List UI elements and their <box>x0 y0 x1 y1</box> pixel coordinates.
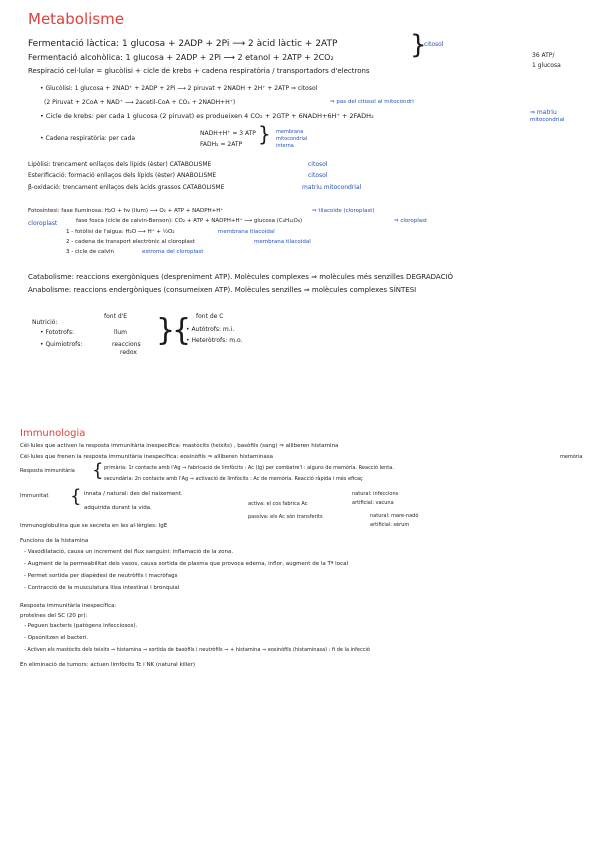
beta-oxidation-location: matriu mitocondrial <box>302 184 362 191</box>
tumor-elimination: En eliminació de tumors: actuen limfòcits Tc i NK (natural killer) <box>20 662 196 668</box>
active-artificial: artificial: vacuna <box>352 500 394 506</box>
chain-brace: } <box>258 122 271 146</box>
matrix-note: ⇒ matriu <box>530 109 557 116</box>
histamine-function-4: - Contracció de la musculatura llisa intestinal i bronquial <box>24 585 180 591</box>
passive-immunity: passiva: els Ac són transferits <box>248 514 323 520</box>
histamine-function-3: - Permet sortida per diapèdesi de neutròfils i macròfags <box>24 573 178 579</box>
histamine-function-2: - Augment de la permeabilitat dels vasos, causa sortida de plasma que provoca edema, inflor, augment de la Tª local <box>24 561 348 567</box>
innate-response-heading: Resposta immunitària inespecífica: <box>20 603 117 609</box>
histamine-function-1: - Vasodilatació, causa un increment del flux sanguini: inflamació de la zona. <box>24 549 234 555</box>
active-immunity: activa: el cos fabrica Ac <box>248 501 308 507</box>
passive-artificial: artificial: sèrum <box>370 522 410 528</box>
memory-note: memòria <box>560 454 583 460</box>
esterification: Esterificació: formació enllaços dels lípids (èster) ANABOLISME <box>28 172 217 179</box>
acquired-immunity: adquirida durant la vida. <box>84 505 152 511</box>
secondary-response: secundària: 2n contacte amb l'Ag ⇒ activació de limfòcits : Ac de memòria. Reacció ràpida i més eficaç <box>104 476 363 482</box>
mitochondria-note: ⇒ pas del citosol al mitocondri <box>330 99 414 105</box>
chemotrophs-source-2: redox <box>120 349 137 356</box>
glucose-note: 1 glucosa <box>532 62 561 69</box>
anabolism: Anabolisme: reaccions endergòniques (consumeixen ATP). Molècules senzilles ⇒ molècules complexes SÍNTESI <box>28 286 417 294</box>
fermentation-brace: } <box>410 30 427 60</box>
atp36-note: 36 ATP/ <box>532 52 555 59</box>
electron-transport: 2 - cadena de transport electrònic al cloroplast <box>66 239 195 245</box>
membrane-note-2: mitocondrial <box>276 136 308 142</box>
water-photolysis: 1 - fotòlisi de l'aigua: H₂O ⟶ H⁺ + ½O₂ <box>66 229 175 235</box>
immunity-brace: { <box>70 486 82 507</box>
response-brace: { <box>92 460 104 481</box>
chemotrophs-source: reaccions <box>112 341 141 348</box>
nutrition-brace-left: } <box>156 313 176 348</box>
alcoholic-fermentation: Fermentació alcohòlica: 1 glucosa + 2ADP + 2Pi ⟶ 2 etanol + 2ATP + 2CO₂ <box>28 53 334 62</box>
primary-response: primària: 1r contacte amb l'Ag ⇒ fabricació de limfòcits : Ac (Ig) per combatre'l : alguns de memòria. Reacció lenta. <box>104 465 394 471</box>
beta-oxidation: β-oxidació: trencament enllaços dels àcids grassos CATABOLISME <box>28 184 225 191</box>
complement-proteins: proteïnes del SC (20 pr): <box>20 613 88 619</box>
inhibiting-cells: Cèl·lules que frenen la resposta immunitària inespecífica: eosinòfils ⇒ alliberen histaminasa <box>20 454 274 460</box>
citosol-note: citosol <box>424 41 444 48</box>
innate-immunity: innata / natural: des del naixement. <box>84 491 183 497</box>
phototrophs: • Fototrofs: <box>40 329 74 336</box>
fadh-atp: FADH₂ = 2ATP <box>200 141 243 148</box>
lipolysis-location: citosol <box>308 161 328 168</box>
heterotrophs: • Heteròtrofs: m.o. <box>186 337 243 344</box>
nadh-atp: NADH+H⁺ = 3 ATP <box>200 130 256 137</box>
glycolysis: • Glucòlisi: 1 glucosa + 2NAD⁺ + 2ADP + 2Pi ⟶ 2 piruvat + 2NADH + 2H⁺ + 2ATP ⇒ citosol <box>40 85 318 92</box>
calvin-cycle: 3 - cicle de calvin <box>66 249 115 255</box>
lipolysis: Lipòlisi: trencament enllaços dels lípids (èster) CATABOLISME <box>28 161 212 168</box>
immune-response-heading: Resposta immunitària <box>20 468 75 474</box>
activating-cells: Cèl·lules que activen la resposta immunitària inespecífica: mastòcits (teixits) , basòfils (sang) ⇒ alliberen histamina <box>20 443 339 449</box>
complement-2: - Opsonitzen el bacteri. <box>24 635 89 641</box>
thylakoid-note: ⇒ tilacoide (cloroplast) <box>312 208 375 214</box>
photolysis-location: membrana tilacoidal <box>218 229 275 235</box>
carbon-source-header: font de C <box>196 313 224 320</box>
photosynthesis-light: Fotosíntesi: fase lluminosa: H₂O + hν (llum) ⟶ O₂ + ATP + NADPH+H⁺ <box>28 208 224 214</box>
chloroplast-label: cloroplast <box>28 220 58 227</box>
nutrition-brace-right: { <box>172 313 192 348</box>
metabolism-title: Metabolisme <box>28 10 124 28</box>
pyruvate-oxidation: (2 Piruvat + 2CoA + NAD⁺ ⟶ 2acetil-CoA + CO₂ + 2NADH+H⁺) <box>44 99 236 106</box>
cellular-respiration: Respiració cel·lular = glucòlisi + cicle de krebs + cadena respiratòria / transportadors d'electrons <box>28 67 370 75</box>
complement-3: - Activen els mastòcits dels teixits ⇒ histamina ⇒ sortida de basòfils i neutròfils ⇒ + histamina ⇒ eosinòfils (histaminasa) : fi de la infecció <box>24 647 370 653</box>
complement-1: - Peguen bacteris (patògens infecciosos). <box>24 623 138 629</box>
immunology-title: Immunologia <box>20 428 86 439</box>
lactic-fermentation: Fermentació làctica: 1 glucosa + 2ADP + 2Pi ⟶ 2 àcid làctic + 2ATP <box>28 39 338 49</box>
krebs-cycle: • Cicle de krebs: per cada 1 glucosa (2 piruvat) es produeixen 4 CO₂ + 2GTP + 6NADH+6H⁺ + 2FADH₂ <box>40 112 374 120</box>
energy-source-header: font d'E <box>104 313 128 320</box>
membrane-note-3: interna <box>276 143 294 149</box>
phototrophs-source: llum <box>114 329 127 336</box>
nutrition-heading: Nutrició: <box>32 319 58 326</box>
chemotrophs: • Quimiotrofs: <box>40 341 83 348</box>
catabolism: Catabolisme: reaccions exergòniques (despreniment ATP). Molècules complexes ⇒ molècules més senzilles DEGRADACIÓ <box>28 273 454 281</box>
calvin-location: estroma del cloroplast <box>142 249 204 255</box>
respiratory-chain: • Cadena respiratòria: per cada <box>40 135 136 142</box>
chloroplast-note: ⇒ cloroplast <box>394 218 428 224</box>
esterification-location: citosol <box>308 172 328 179</box>
mitochondrial-note: mitocondrial <box>530 117 565 123</box>
histamine-functions-heading: Funcions de la histamina <box>20 538 89 544</box>
photosynthesis-dark: fase fosca (cicle de calvin-Benson): CO₂ + ATP + NADPH+H⁺ ⟶ glucosa (C₆H₁₂O₆) <box>76 218 303 224</box>
transport-location: membrana tilacoidal <box>254 239 311 245</box>
immunity-heading: Immunitat <box>20 493 49 499</box>
ige-note: Immunoglobulina que se secreta en les al·lèrgies: IgE <box>20 523 168 529</box>
active-natural: natural: infeccions <box>352 491 399 497</box>
membrane-note-1: membrana <box>276 129 304 135</box>
autotrophs: • Autòtrofs: m.i. <box>186 326 235 333</box>
passive-natural: natural: mare-nadó <box>370 513 419 519</box>
